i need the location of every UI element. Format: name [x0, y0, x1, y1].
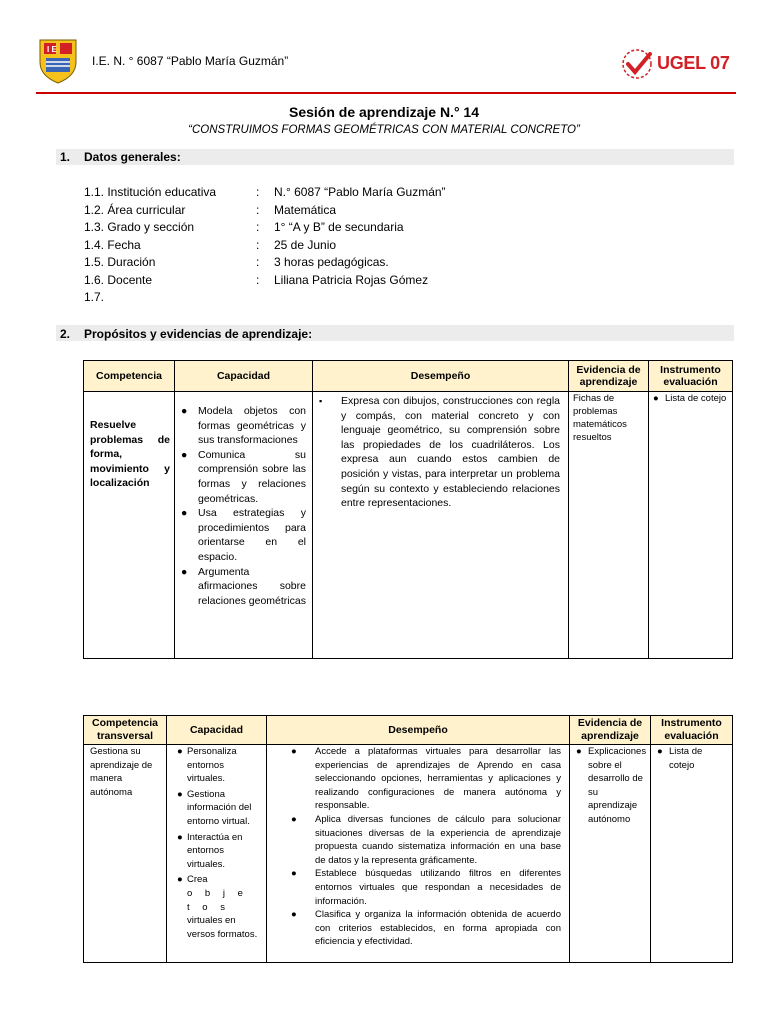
list-item [181, 404, 306, 448]
bullet-icon: ● [177, 788, 183, 800]
competencia-cell: Resuelve problemas de forma, movimiento y localización [84, 392, 175, 659]
school-logo-letters: I E [47, 45, 57, 54]
bullet-icon: ● [181, 507, 188, 520]
page-subtitle: “CONSTRUIMOS FORMAS GEOMÉTRICAS CON MATERIAL CONCRETO” [188, 124, 580, 136]
column-header: Evidencia de aprendizaje [569, 361, 649, 392]
capacidad-text: Gestiona información del entorno virtual. [187, 788, 252, 827]
list-item [181, 565, 306, 609]
general-data-colon: : [256, 237, 260, 252]
section-2-title: Propósitos y evidencias de aprendizaje: [84, 327, 313, 341]
general-data-label: 1.1. Institución educativa [84, 185, 217, 199]
bullet-icon: ● [181, 565, 188, 578]
instrumento-cell [649, 392, 733, 659]
column-header: Instrumento evaluación [649, 361, 733, 392]
list-item [657, 745, 730, 772]
desempeno-text: Expresa con dibujos, construcciones con regla y compás, con material concreto y con lenguaje geométrico, su comprensión sobre las propiedades de los cuadriláteros. Los expresa aun cuando estos cambien de posición y vistas, para interpretar un problema según su contexto y estableciendo relaciones entre representaciones. [341, 395, 560, 510]
list-item [317, 394, 560, 511]
column-header: Instrumento evaluación [651, 716, 733, 745]
list-item [291, 813, 561, 867]
list-item [177, 745, 262, 786]
capacidad-text: virtuales en versos formatos. [187, 915, 258, 940]
column-header: Capacidad [175, 361, 313, 392]
list-item [181, 506, 306, 564]
capacidad-text: Modela objetos con formas geométricas y sus transformaciones [198, 405, 306, 447]
bullet-icon: ● [181, 448, 188, 461]
page-title: Sesión de aprendizaje N.° 14 [289, 104, 479, 120]
school-name: I.E. N. ° 6087 “Pablo María Guzmán” [92, 54, 289, 68]
general-data-value: N.° 6087 “Pablo María Guzmán” [274, 185, 446, 199]
general-data-label: 1.6. Docente [84, 272, 153, 287]
list-item [177, 831, 262, 872]
column-header: Evidencia de aprendizaje [570, 716, 651, 745]
bullet-icon: ● [291, 909, 297, 921]
school-crest-logo [36, 38, 80, 84]
column-header: Competencia [84, 361, 175, 392]
bullet-icon: ● [291, 868, 297, 880]
instrumento-text: Lista de cotejo [669, 746, 703, 771]
general-data-label: 1.3. Grado y sección [84, 220, 195, 234]
general-data-colon: : [256, 220, 260, 234]
desempeno-cell [267, 745, 570, 963]
desempeno-text: Accede a plataformas virtuales para desarrollar las experiencias de aprendizajes de Aprendo en casa seleccionando opciones, herramientas y aplicaciones y realizando configuraciones de manera autónoma y responsable. [315, 746, 561, 812]
general-data-label: 1.4. Fecha [84, 237, 141, 252]
general-data-value: Matemática [274, 202, 337, 217]
bullet-icon: ● [177, 874, 183, 886]
capacidad-text: o b j e t o s [187, 887, 248, 913]
column-header: Desempeño [313, 361, 569, 392]
capacidad-text: Argumenta afirmaciones sobre relaciones geométricas [198, 565, 306, 607]
evidencia-cell: Fichas de problemas matemáticos resueltos [569, 392, 649, 659]
capacidad-text: Personaliza entornos virtuales. [187, 746, 237, 785]
evidencia-cell [570, 745, 651, 963]
bullet-icon: ● [291, 746, 297, 757]
bullet-icon: ● [181, 405, 188, 417]
bullet-icon: ● [177, 746, 183, 757]
section-1-number: 1. [60, 150, 71, 164]
instrumento-cell [651, 745, 733, 963]
evidencia-text: Explicaciones sobre el desarrollo de su aprendizaje autónomo [588, 746, 647, 825]
capacidad-text: Usa estrategias y procedimientos para orientarse en el espacio. [198, 507, 306, 563]
general-data-label: 1.7. [84, 290, 105, 304]
desempeno-text: Clasifica y organiza la información obtenida de acuerdo con criterios establecidos, en forma apropiada con eficiencia y efectividad. [315, 909, 561, 948]
capacidad-cell [175, 392, 313, 659]
column-header: Desempeño [267, 716, 570, 745]
bullet-icon: ● [653, 393, 659, 404]
general-data-label: 1.5. Duración [84, 255, 156, 269]
list-item [291, 867, 561, 908]
list-item [181, 448, 306, 506]
transversal-competence-table [83, 715, 733, 963]
bullet-icon: ● [576, 746, 582, 757]
general-data-value: 1° “A y B” de secundaria [274, 220, 404, 234]
learning-purposes-table [83, 360, 733, 659]
general-data-colon: : [256, 272, 260, 287]
general-data-value: 25 de Junio [274, 237, 337, 252]
capacidad-text: Crea [187, 874, 208, 886]
general-data-value: Liliana Patricia Rojas Gómez [274, 272, 429, 287]
capacidad-text: Comunica su comprensión sobre las formas y relaciones geométricas. [198, 448, 306, 505]
general-data-colon: : [256, 202, 260, 217]
list-item [177, 873, 262, 941]
general-data-colon: : [256, 185, 260, 199]
header-divider [36, 92, 736, 94]
section-1-title: Datos generales: [84, 150, 181, 164]
list-item [177, 788, 262, 829]
list-item [291, 908, 561, 949]
list-item [291, 745, 561, 813]
desempeno-text: Aplica diversas funciones de cálculo para solucionar situaciones diversas de la experiencia de aprendizaje propuesta cuando sistematiza información en una base de datos y la representa gráficamente. [315, 813, 561, 866]
bullet-icon: ● [657, 746, 663, 757]
capacidad-cell [167, 745, 267, 963]
section-2-number: 2. [60, 327, 71, 341]
general-data-value: 3 horas pedagógicas. [274, 255, 389, 269]
bullet-icon: ● [177, 831, 183, 843]
instrumento-text: Lista de cotejo [665, 393, 727, 404]
list-item [576, 745, 648, 827]
desempeno-text: Establece búsquedas utilizando filtros en diferentes entornos virtuales que respondan a necesidades de información. [315, 868, 561, 907]
table-header-row [84, 716, 733, 745]
bullet-icon: ▪ [319, 396, 323, 406]
capacidad-text: Interactúa en entornos virtuales. [187, 831, 243, 870]
competencia-cell: Gestiona su aprendizaje de manera autónoma [84, 745, 167, 963]
table-row [84, 745, 733, 963]
table-header-row [84, 361, 733, 392]
general-data-colon: : [256, 255, 260, 269]
general-data-label: 1.2. Área curricular [84, 202, 186, 217]
bullet-icon: ● [291, 813, 297, 825]
list-item [653, 392, 730, 405]
column-header: Competencia transversal [84, 716, 167, 745]
ugel-logo-text: UGEL 07 [657, 53, 730, 73]
desempeno-cell [313, 392, 569, 659]
table-row [84, 392, 733, 659]
column-header: Capacidad [167, 716, 267, 745]
